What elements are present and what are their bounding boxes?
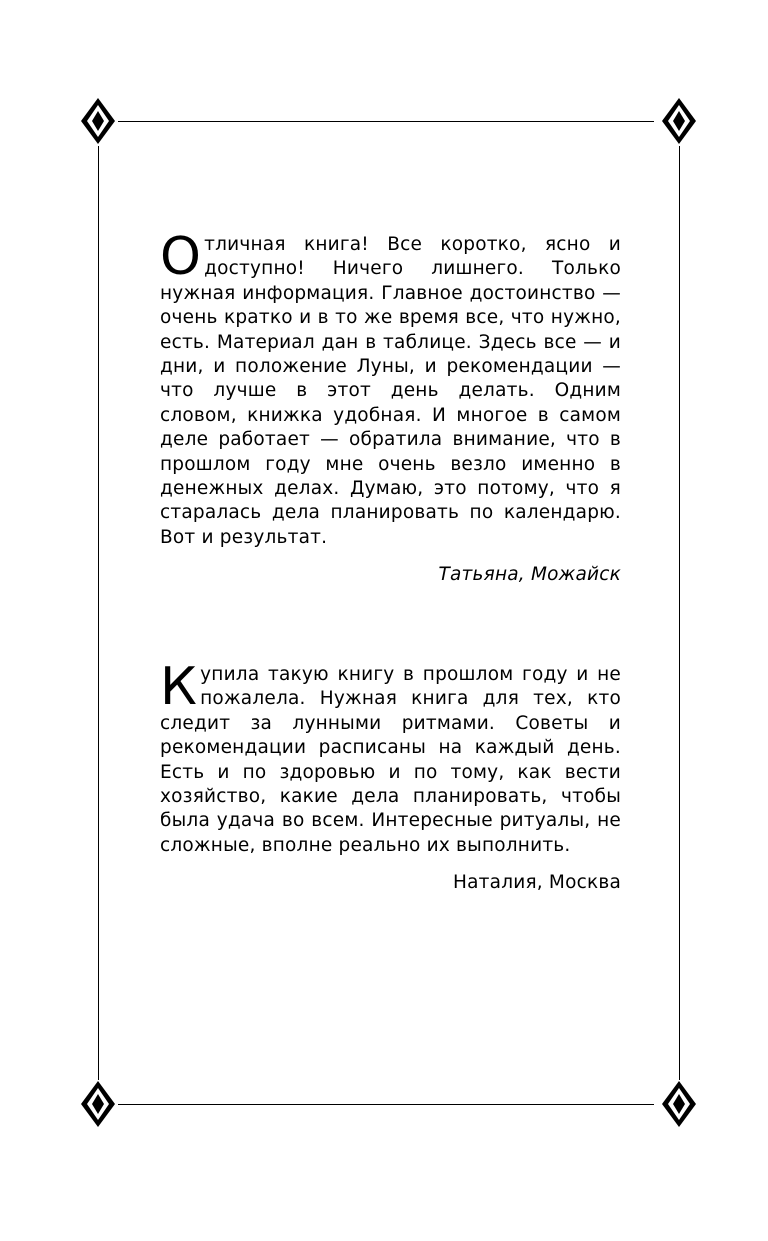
frame-left-line — [98, 146, 99, 1080]
review-body: тличная книга! Все коротко, ясно и доступно! Ничего лишнего. Только нужная информация. Главное достоинство — очень кратко и в то же время все, что нужно, есть. Материал дан в таблице. Здесь все — и дни, и положение Луны, и рекомендации — что лучше в этот день делать. Одним словом, книжка удобная. И многое в самом деле работает — обратила внимание, что в прошлом году мне очень везло именно в денежных делах. Думаю, это потому, что я старалась дела планировать по календарю. Вот и результат. — [160, 234, 621, 548]
diamond-ornament-icon — [662, 1081, 696, 1127]
review-author: Татьяна, Можайск — [438, 564, 621, 586]
frame-bottom-line — [118, 1104, 654, 1105]
review-author: Наталия, Москва — [453, 872, 621, 894]
diamond-ornament-icon — [81, 1081, 115, 1127]
review-text-block — [160, 227, 621, 550]
review-text-block — [160, 657, 621, 858]
dropcap-letter: О — [160, 227, 202, 287]
review-1 — [160, 227, 621, 588]
dropcap-letter: К — [160, 657, 198, 717]
review-2 — [160, 657, 621, 896]
diamond-ornament-icon — [81, 98, 115, 144]
diamond-ornament-icon — [662, 98, 696, 144]
frame-right-line — [679, 146, 680, 1080]
frame-top-line — [118, 121, 654, 122]
review-body: упила такую книгу в прошлом году и не пожалела. Нужная книга для тех, кто следит за лунными ритмами. Советы и рекомендации расписаны на каждый день. Есть и по здоровью и по тому, как вести хозяйство, какие дела планировать, чтобы была удача во всем. Интересные ритуалы, не сложные, вполне реально их выполнить. — [160, 664, 621, 856]
